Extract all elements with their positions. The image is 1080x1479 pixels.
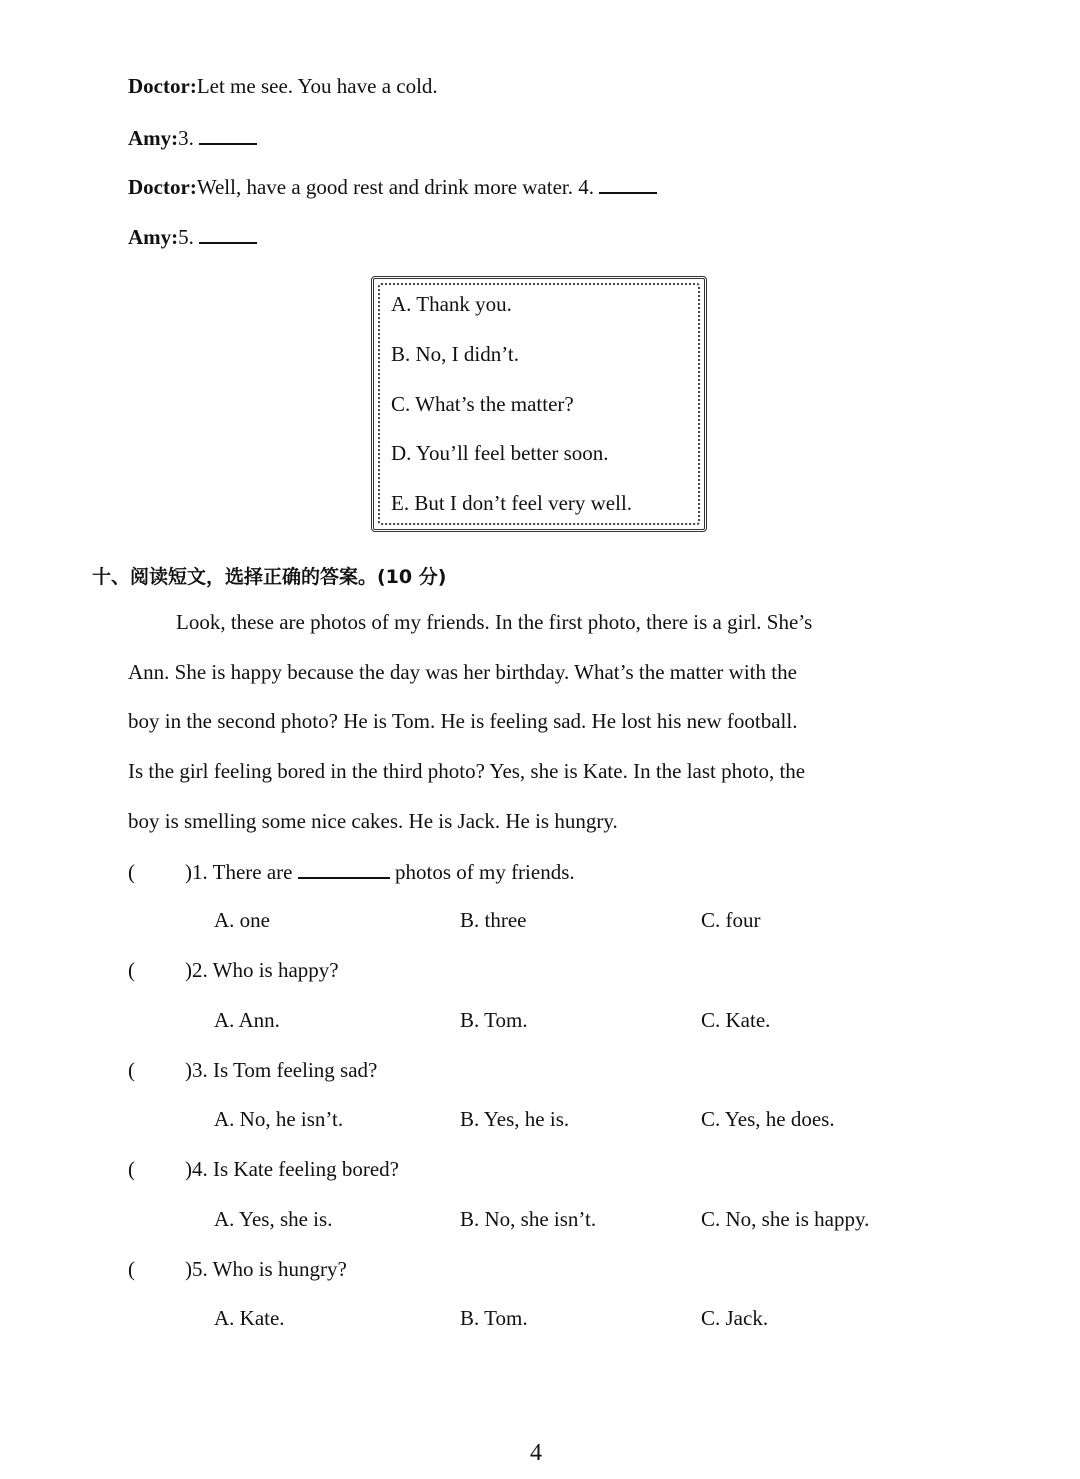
q1-option-c: C. four bbox=[701, 908, 761, 932]
dialogue-line-3 bbox=[128, 174, 657, 200]
dialogue-line-2 bbox=[128, 125, 257, 151]
option-b: B. No, I didn’t. bbox=[391, 342, 519, 366]
dialogue-text: 5. bbox=[178, 225, 194, 249]
speaker-separator: : bbox=[171, 126, 179, 150]
question-stem: Is Tom feeling sad? bbox=[213, 1058, 378, 1082]
q1-option-a: A. one bbox=[214, 908, 270, 932]
speaker-label: Doctor bbox=[128, 175, 190, 199]
page-number: 4 bbox=[530, 1440, 542, 1466]
question-number: 5. bbox=[192, 1257, 208, 1281]
option-d: D. You’ll feel better soon. bbox=[391, 441, 609, 465]
section-title: 十、阅读短文，选择正确的答案。(10 分) bbox=[92, 566, 447, 588]
option-a: A. Thank you. bbox=[391, 292, 512, 316]
dialogue-line-1 bbox=[128, 74, 438, 99]
speaker-separator: : bbox=[189, 175, 197, 199]
q4-option-c: C. No, she is happy. bbox=[701, 1207, 870, 1231]
question-stem-tail: photos of my friends. bbox=[394, 860, 575, 884]
question-number: 2. bbox=[192, 958, 208, 982]
q4-option-a: A. Yes, she is. bbox=[214, 1207, 333, 1231]
answer-bracket-open[interactable]: ( bbox=[128, 1257, 135, 1281]
question-number: 1. bbox=[192, 860, 208, 884]
answer-bracket-close: ) bbox=[185, 1157, 192, 1181]
question-4 bbox=[128, 1157, 399, 1182]
answer-bracket-close: ) bbox=[185, 860, 192, 884]
question-stem: There are bbox=[212, 860, 293, 884]
answer-blank[interactable] bbox=[199, 224, 257, 244]
q3-option-b: B. Yes, he is. bbox=[460, 1107, 570, 1131]
answer-blank[interactable] bbox=[199, 125, 257, 145]
question-number: 3. bbox=[192, 1058, 208, 1082]
answer-bracket-close: ) bbox=[185, 1257, 192, 1281]
question-2 bbox=[128, 958, 339, 983]
question-stem: Who is hungry? bbox=[212, 1257, 347, 1281]
q5-option-b: B. Tom. bbox=[460, 1306, 528, 1330]
q5-option-a: A. Kate. bbox=[214, 1306, 285, 1330]
fill-blank[interactable] bbox=[298, 859, 390, 879]
passage-line-5: boy is smelling some nice cakes. He is Jack. He is hungry. bbox=[128, 809, 618, 833]
speaker-label: Doctor bbox=[128, 74, 190, 98]
answer-bracket-close: ) bbox=[185, 1058, 192, 1082]
option-e: E. But I don’t feel very well. bbox=[391, 491, 633, 515]
q2-option-b: B. Tom. bbox=[460, 1008, 528, 1032]
answer-bracket-open[interactable]: ( bbox=[128, 860, 135, 884]
q2-option-a: A. Ann. bbox=[214, 1008, 280, 1032]
answer-bracket-open[interactable]: ( bbox=[128, 1058, 135, 1082]
question-1 bbox=[128, 859, 575, 885]
speaker-separator: : bbox=[189, 74, 197, 98]
dialogue-text: Let me see. You have a cold. bbox=[196, 74, 438, 98]
question-number: 4. bbox=[192, 1157, 208, 1181]
passage-line-2: Ann. She is happy because the day was her birthday. What’s the matter with the bbox=[128, 660, 797, 684]
question-5 bbox=[128, 1257, 347, 1282]
passage-line-3: boy in the second photo? He is Tom. He is feeling sad. He lost his new football. bbox=[128, 709, 798, 733]
speaker-label: Amy bbox=[128, 126, 172, 150]
q2-option-c: C. Kate. bbox=[701, 1008, 771, 1032]
dialogue-text: Well, have a good rest and drink more water. 4. bbox=[196, 175, 594, 199]
q4-option-b: B. No, she isn’t. bbox=[460, 1207, 597, 1231]
q3-option-a: A. No, he isn’t. bbox=[214, 1107, 344, 1131]
q3-option-c: C. Yes, he does. bbox=[701, 1107, 835, 1131]
option-c: C. What’s the matter? bbox=[391, 392, 574, 416]
dialogue-line-4 bbox=[128, 224, 257, 250]
q1-option-b: B. three bbox=[460, 908, 527, 932]
question-stem: Is Kate feeling bored? bbox=[213, 1157, 399, 1181]
passage-line-4: Is the girl feeling bored in the third photo? Yes, she is Kate. In the last photo, the bbox=[128, 759, 806, 783]
answer-bracket-open[interactable]: ( bbox=[128, 1157, 135, 1181]
dialogue-text: 3. bbox=[178, 126, 194, 150]
passage-line-1: Look, these are photos of my friends. In the first photo, there is a girl. She’s bbox=[176, 610, 813, 634]
q5-option-c: C. Jack. bbox=[701, 1306, 769, 1330]
question-3 bbox=[128, 1058, 377, 1083]
answer-bracket-open[interactable]: ( bbox=[128, 958, 135, 982]
speaker-label: Amy bbox=[128, 225, 172, 249]
question-stem: Who is happy? bbox=[212, 958, 339, 982]
answer-blank[interactable] bbox=[599, 174, 657, 194]
answer-bracket-close: ) bbox=[185, 958, 192, 982]
speaker-separator: : bbox=[171, 225, 179, 249]
